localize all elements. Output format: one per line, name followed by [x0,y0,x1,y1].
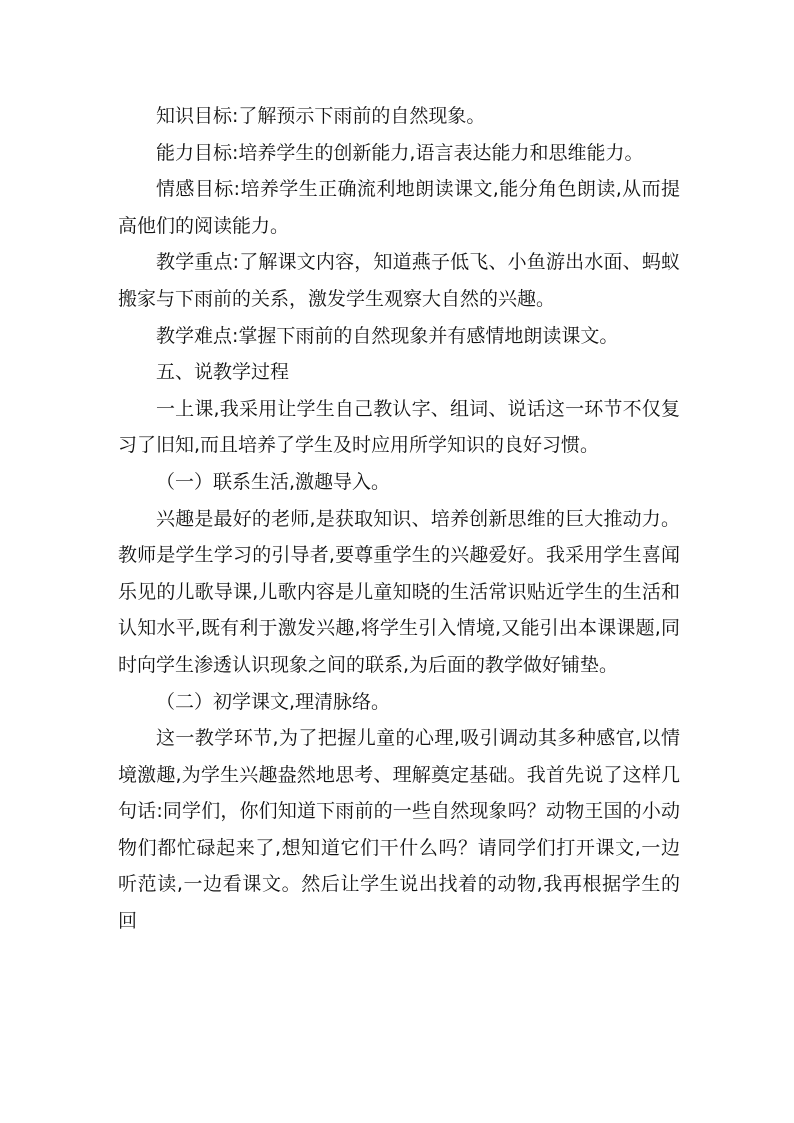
subheading-first-reading: （二）初学课文,理清脉络。 [156,690,391,713]
paragraph-emotion-goal: 情感目标:培养学生正确流利地朗读课文,能分角色朗读,从而提高他们的阅读能力。 [118,178,680,237]
paragraph-teaching-focus: 教学重点:了解课文内容，知道燕子低飞、小鱼游出水面、蚂蚁搬家与下雨前的关系，激发学生观察大自然的兴趣。 [118,251,680,310]
subheading-introduction: （一）联系生活,激趣导入。 [156,470,391,493]
section-heading-teaching-process: 五、说教学过程 [156,361,290,384]
paragraph-ability-goal: 能力目标:培养学生的创新能力,语言表达能力和思维能力。 [156,141,644,164]
paragraph-interest: 兴趣是最好的老师,是获取知识、培养创新思维的巨大推动力。教师是学生学习的引导者,要尊重学生的兴趣爱好。我采用学生喜闻乐见的儿歌导课,儿歌内容是儿童知晓的生活常识贴近学生的生活和认知水平,既有利于激发兴趣,将学生引入情境,又能引出本课课题,同时向学生渗透认识现象之间的联系,为后面的教学做好铺垫。 [118,507,680,676]
paragraph-knowledge-goal: 知识目标:了解预示下雨前的自然现象。 [156,105,486,127]
document-body [118,98,680,940]
paragraph-class-start: 一上课,我采用让学生自己教认字、组词、说话这一环节不仅复习了旧知,而且培养了学生及时应用所学知识的良好习惯。 [118,397,680,457]
paragraph-teaching-difficulty: 教学难点:掌握下雨前的自然现象并有感情地朗读课文。 [156,324,619,347]
paragraph-teaching-step: 这一教学环节,为了把握儿童的心理,吸引调动其多种感官,以情境激趣,为学生兴趣盎然地思考、理解奠定基础。我首先说了这样几句话:同学们，你们知道下雨前的一些自然现象吗？动物王国的小动物们都忙碌起来了,想知道它们干什么吗？请同学们打开课文,一边听范读,一边看课文。然后让学生说出找着的动物,我再根据学生的回 [118,727,680,933]
